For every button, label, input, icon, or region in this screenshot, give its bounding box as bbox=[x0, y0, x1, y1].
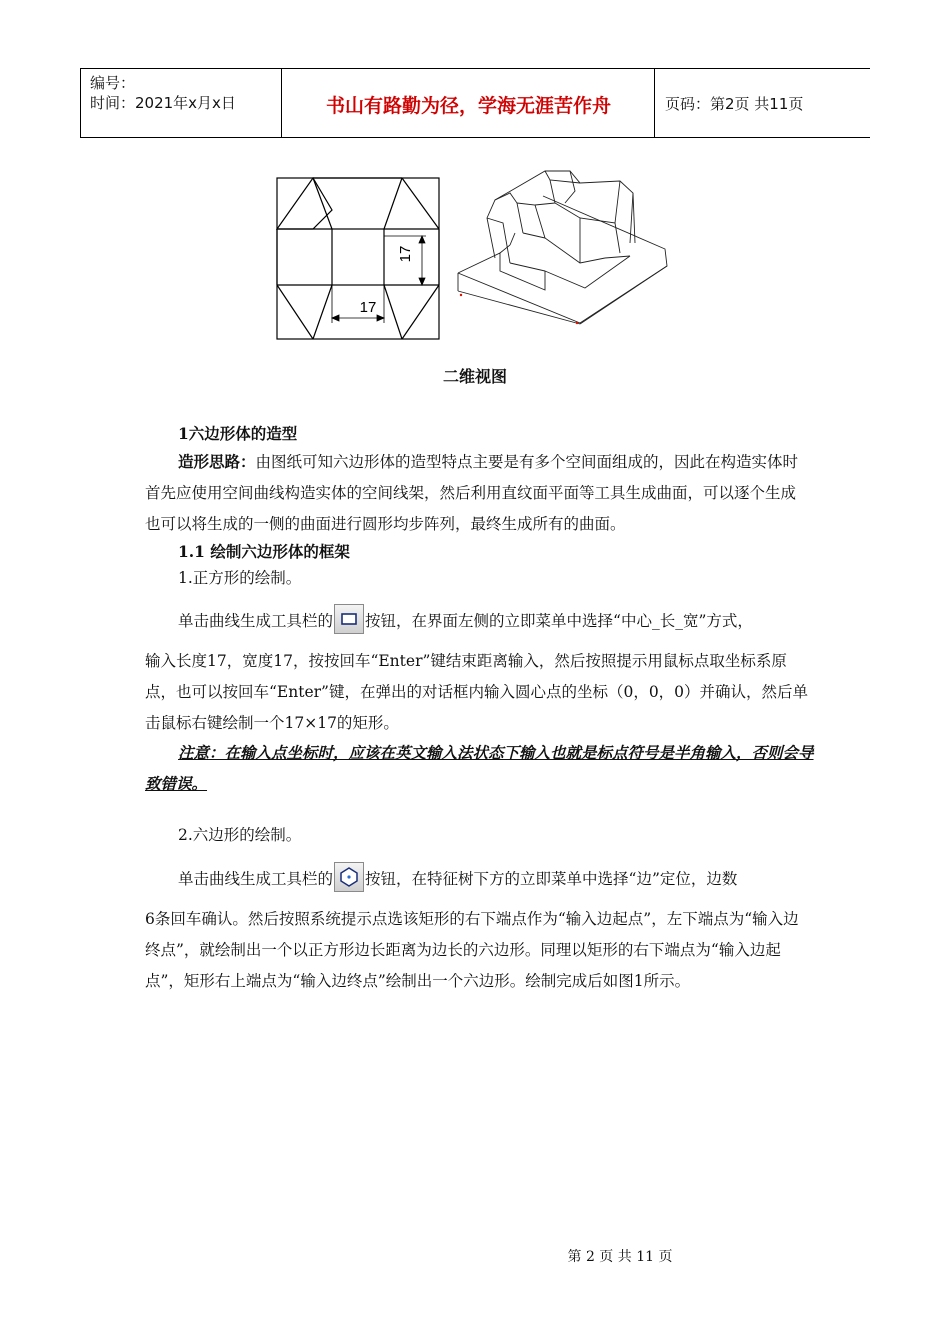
vertex-marker bbox=[576, 322, 578, 324]
figure-caption: 二维视图 bbox=[442, 367, 507, 386]
idea-label: 造形思路： bbox=[178, 452, 256, 471]
step-2-instruction-line bbox=[145, 862, 810, 895]
header-border-left bbox=[80, 69, 81, 137]
step-2-text-b: 按钮，在特征树下方的立即菜单中选择“边”定位，边数 bbox=[365, 870, 738, 888]
footer-page-number: 第 2 页 共 11 页 bbox=[567, 1249, 673, 1265]
header-table bbox=[80, 68, 870, 138]
rectangle-tool-icon[interactable] bbox=[334, 604, 364, 634]
three-d-wireframe-drawing bbox=[455, 163, 670, 328]
header-time: 时间：2021年x月x日 bbox=[90, 94, 236, 112]
dimension-vertical: 17 bbox=[397, 245, 414, 263]
step-1-text-a: 单击曲线生成工具栏的 bbox=[178, 612, 334, 630]
idea-text: 由图纸可知六边形体的造型特点主要是有多个空间面组成的，因此在构造实体时首先应使用空间曲线构造实体的空间线架，然后利用直纹面平面等工具生成曲面，可以逐个生成也可以将生成的一侧的曲面进行圆形均步阵列，最终生成所有的曲面。 bbox=[145, 453, 799, 533]
step-1-instruction-line bbox=[145, 604, 810, 637]
two-d-view-drawing bbox=[276, 177, 442, 341]
header-motto: 书山有路勤为径，学海无涯苦作舟 bbox=[325, 95, 611, 117]
step-2-title: 2.六边形的绘制。 bbox=[178, 826, 302, 844]
section-1-heading: 1六边形体的造型 bbox=[178, 424, 298, 443]
header-meta bbox=[90, 73, 236, 113]
polygon-tool-icon[interactable] bbox=[334, 862, 364, 892]
section-1-idea-paragraph bbox=[145, 446, 810, 540]
input-note: 注意：在输入点坐标时，应该在英文输入法状态下输入也就是标点符号是半角输入，否则会导致错误。 bbox=[145, 743, 814, 793]
header-page-info: 页码：第2页 共11页 bbox=[665, 95, 804, 113]
step-1-text-b: 按钮，在界面左侧的立即菜单中选择“中心_长_宽”方式， bbox=[365, 612, 753, 630]
vertex-marker bbox=[460, 294, 462, 296]
dimension-horizontal: 17 bbox=[359, 299, 377, 316]
section-1-1-heading: 1.1 绘制六边形体的框架 bbox=[178, 542, 350, 561]
step-1-title: 1.正方形的绘制。 bbox=[178, 569, 302, 587]
header-number: 编号： bbox=[90, 74, 136, 92]
step-1-text-c: 输入长度17，宽度17，按按回车“Enter”键结束距离输入，然后按照提示用鼠标点取坐标系原点，也可以按回车“Enter”键，在弹出的对话框内输入圆心点的坐标（0，0，0）并确认，然后单击鼠标右键绘制一个17×17的矩形。 bbox=[145, 652, 809, 732]
step-2-text-a: 单击曲线生成工具栏的 bbox=[178, 870, 334, 888]
step-2-text-c: 6条回车确认。然后按照系统提示点选该矩形的右下端点作为“输入边起点”，左下端点为“输入边终点”，就绘制出一个以正方形边长距离为边长的六边形。同理以矩形的右下端点为“输入边起点”，矩形右上端点为“输入边终点”绘制出一个六边形。绘制完成后如图1所示。 bbox=[145, 910, 799, 990]
